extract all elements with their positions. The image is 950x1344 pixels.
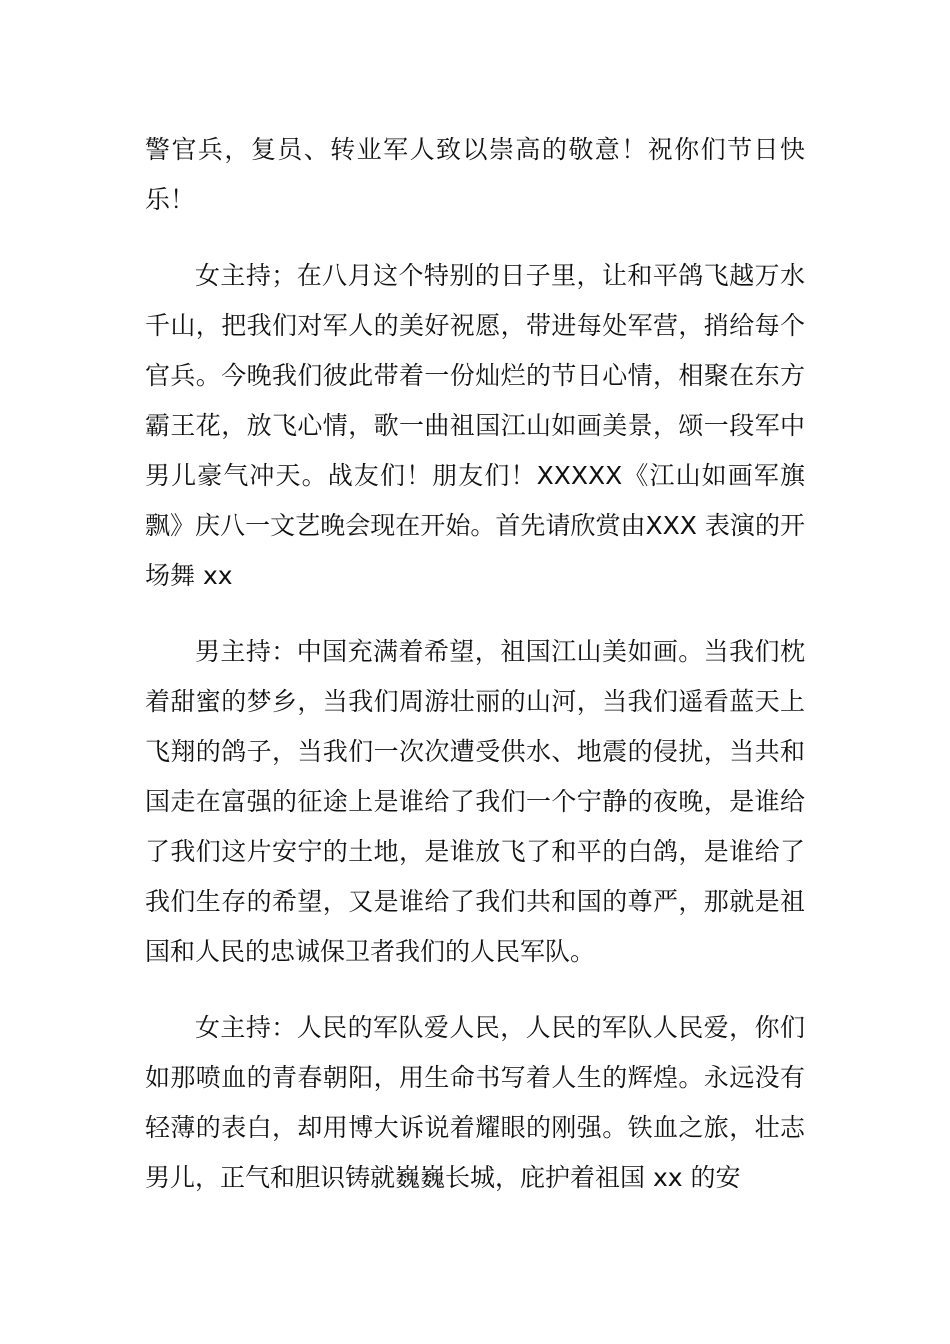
paragraph-female-host-opening: 女主持；在八月这个特别的日子里，让和平鸽飞越万水千山，把我们对军人的美好祝愿，带进每处军营，捎给每个官兵。今晚我们彼此带着一份灿烂的节日心情，相聚在东方霸王花，放飞心情，歌一曲祖国江山如画美景，颂一段军中男儿豪气冲天。战友们！朋友们！XXXXX《江山如画军旗飘》庆八一文艺晚会现在开始。首先请欣赏由XXX 表演的开场舞 xx [145,261,805,590]
paragraph-continuation: 警官兵，复员、转业军人致以崇高的敬意！祝你们节日快乐！ [145,135,805,214]
paragraph-female-host-tribute: 女主持：人民的军队爱人民，人民的军队人民爱，你们如那喷血的青春朝阳，用生命书写着人生的辉煌。永远没有轻薄的表白，却用博大诉说着耀眼的刚强。铁血之旅，壮志男儿，正气和胆识铸就巍巍长城，庇护着祖国 xx 的安 [145,1013,805,1192]
paragraph-male-host: 男主持：中国充满着希望，祖国江山美如画。当我们枕着甜蜜的梦乡，当我们周游壮丽的山河，当我们遥看蓝天上飞翔的鸽子，当我们一次次遭受供水、地震的侵扰，当共和国走在富强的征途上是谁给了我们一个宁静的夜晚，是谁给了我们这片安宁的土地，是谁放飞了和平的白鸽，是谁给了我们生存的希望，又是谁给了我们共和国的尊严，那就是祖国和人民的忠诚保卫者我们的人民军队。 [145,637,805,966]
document-page [145,125,805,1229]
